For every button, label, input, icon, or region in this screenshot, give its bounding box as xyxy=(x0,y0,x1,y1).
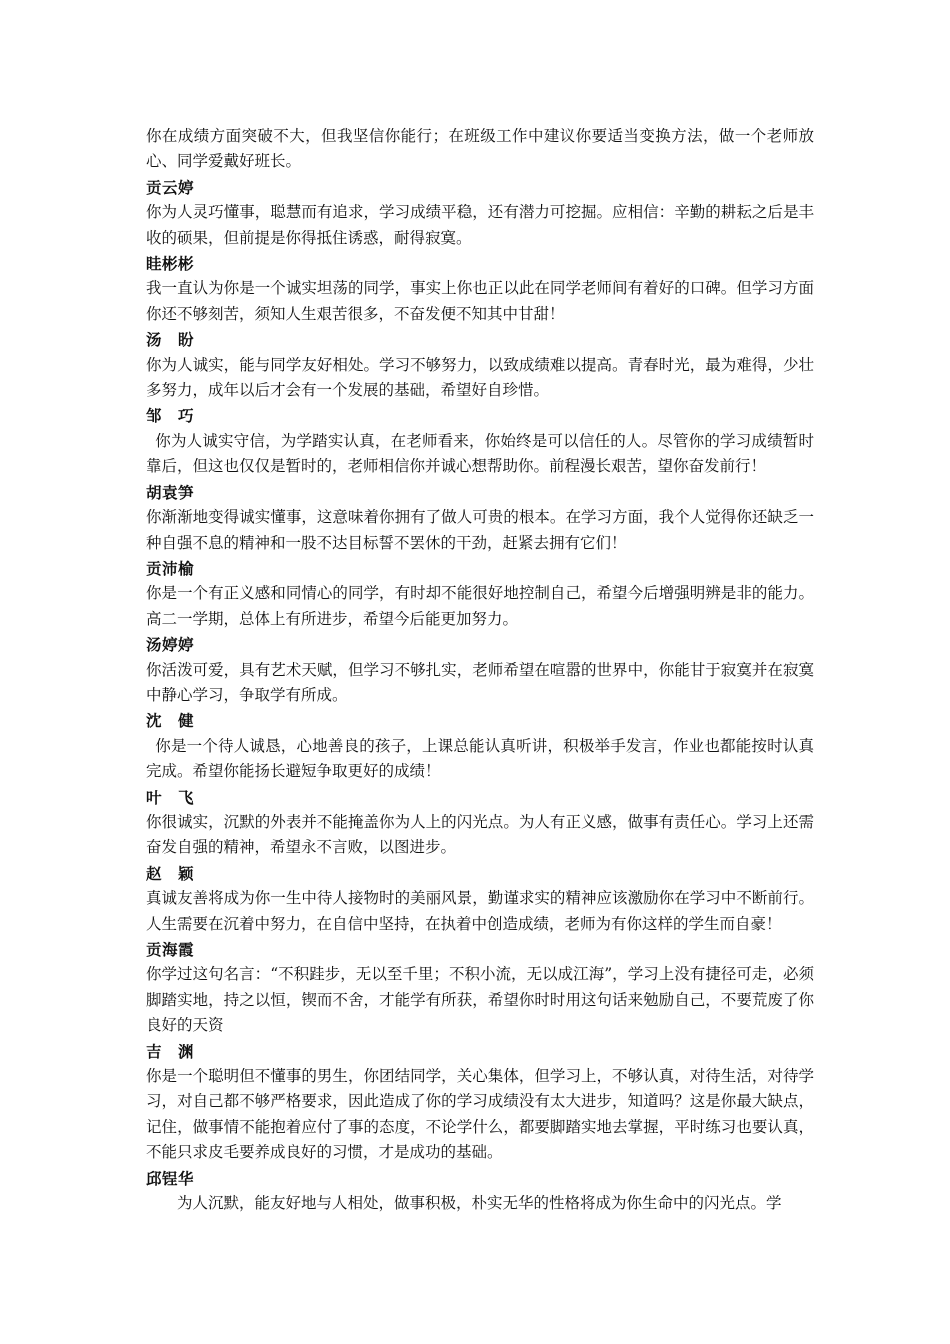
comment-text: 你是一个有正义感和同情心的同学，有时却不能很好地控制自己，希望今后增强明辨是非的能力。高二一学期，总体上有所进步，希望今后能更加努力。 xyxy=(146,584,814,628)
comment-text: 真诚友善将成为你一生中待人接物时的美丽风景，勤谨求实的精神应该激励你在学习中不断前行。人生需要在沉着中努力，在自信中坚持，在执着中创造成绩，老师为有你这样的学生而自豪！ xyxy=(146,889,814,933)
student-name: 吉 渊 xyxy=(146,1041,195,1061)
student-name: 邱锃华 xyxy=(146,1168,195,1188)
comment-text: 为人沉默，能友好地与人相处，做事积极，朴实无华的性格将成为你生命中的闪光点。学 xyxy=(177,1194,782,1213)
student-name: 沈 健 xyxy=(146,711,195,731)
comment-text: 你为人灵巧懂事，聪慧而有追求，学习成绩平稳，还有潜力可挖掘。应相信：辛勤的耕耘之后是丰收的硕果，但前提是你得抵住诱惑，耐得寂寞。 xyxy=(146,203,814,247)
document-page xyxy=(146,124,814,1216)
comment-text: 你为人诚实，能与同学友好相处。学习不够努力，以致成绩难以提高。青春时光，最为难得，少壮多努力，成年以后才会有一个发展的基础，希望好自珍惜。 xyxy=(146,355,814,400)
student-name: 贡海霞 xyxy=(146,940,195,959)
comment-text: 你活泼可爱，具有艺术天赋，但学习不够扎实，老师希望在喧嚣的世界中，你能甘于寂寞并在寂寞中静心学习，争取学有所成。 xyxy=(146,660,814,704)
student-name: 贡云婷 xyxy=(146,177,195,197)
comment-text: 你很诚实，沉默的外表并不能掩盖你为人上的闪光点。为人有正义感，做事有责任心。学习上还需奋发自强的精神，希望永不言败，以图进步。 xyxy=(146,812,814,857)
comment-text: 你是一个待人诚恳，心地善良的孩子，上课总能认真听讲，积极举手发言，作业也都能按时认真完成。希望你能扬长避短争取更好的成绩！ xyxy=(146,736,814,781)
student-name: 眭彬彬 xyxy=(146,254,195,274)
comment-text: 你学过这句名言：“不积跬步，无以至千里；不积小流，无以成江海”，学习上没有捷径可走，必须脚踏实地，持之以恒，锲而不舍，才能学有所获，希望你时时用这句话来勉励自己，不要荒废了你良好的天资 xyxy=(146,965,814,1035)
student-name: 赵 颖 xyxy=(146,863,195,883)
comment-text: 我一直认为你是一个诚实坦荡的同学，事实上你也正以此在同学老师间有着好的口碑。但学习方面你还不够刻苦，须知人生艰苦很多，不奋发便不知其中甘甜！ xyxy=(146,279,814,323)
comment-text: 你渐渐地变得诚实懂事，这意味着你拥有了做人可贵的根本。在学习方面，我个人觉得你还缺乏一种自强不息的精神和一股不达目标誓不罢休的干劲，赶紧去拥有它们！ xyxy=(146,508,814,552)
comment-text: 你为人诚实守信，为学踏实认真，在老师看来，你始终是可以信任的人。尽管你的学习成绩暂时靠后，但这也仅仅是暂时的，老师相信你并诚心想帮助你。前程漫长艰苦，望你奋发前行！ xyxy=(146,431,814,476)
student-name: 汤 盼 xyxy=(146,330,195,350)
student-name: 邹 巧 xyxy=(146,406,195,426)
student-name: 叶 飞 xyxy=(146,787,195,807)
comment-text: 你在成绩方面突破不大，但我坚信你能行；在班级工作中建议你要适当变换方法，做一个老师放心、同学爱戴好班长。 xyxy=(146,127,814,171)
comment-text: 你是一个聪明但不懂事的男生，你团结同学，关心集体，但学习上，不够认真，对待生活，对待学习，对自己都不够严格要求，因此造成了你的学习成绩没有太大进步，知道吗？这是你最大缺点，记住，做事情不能抱着应付了事的态度，不论学什么，都要脚踏实地去掌握，平时练习也要认真，不能只求皮毛要养成良好的习惯，才是成功的基础。 xyxy=(146,1067,814,1162)
student-name: 汤婷婷 xyxy=(146,635,195,655)
student-name: 贡沛榆 xyxy=(146,558,195,578)
student-name: 胡袁笋 xyxy=(146,482,195,502)
